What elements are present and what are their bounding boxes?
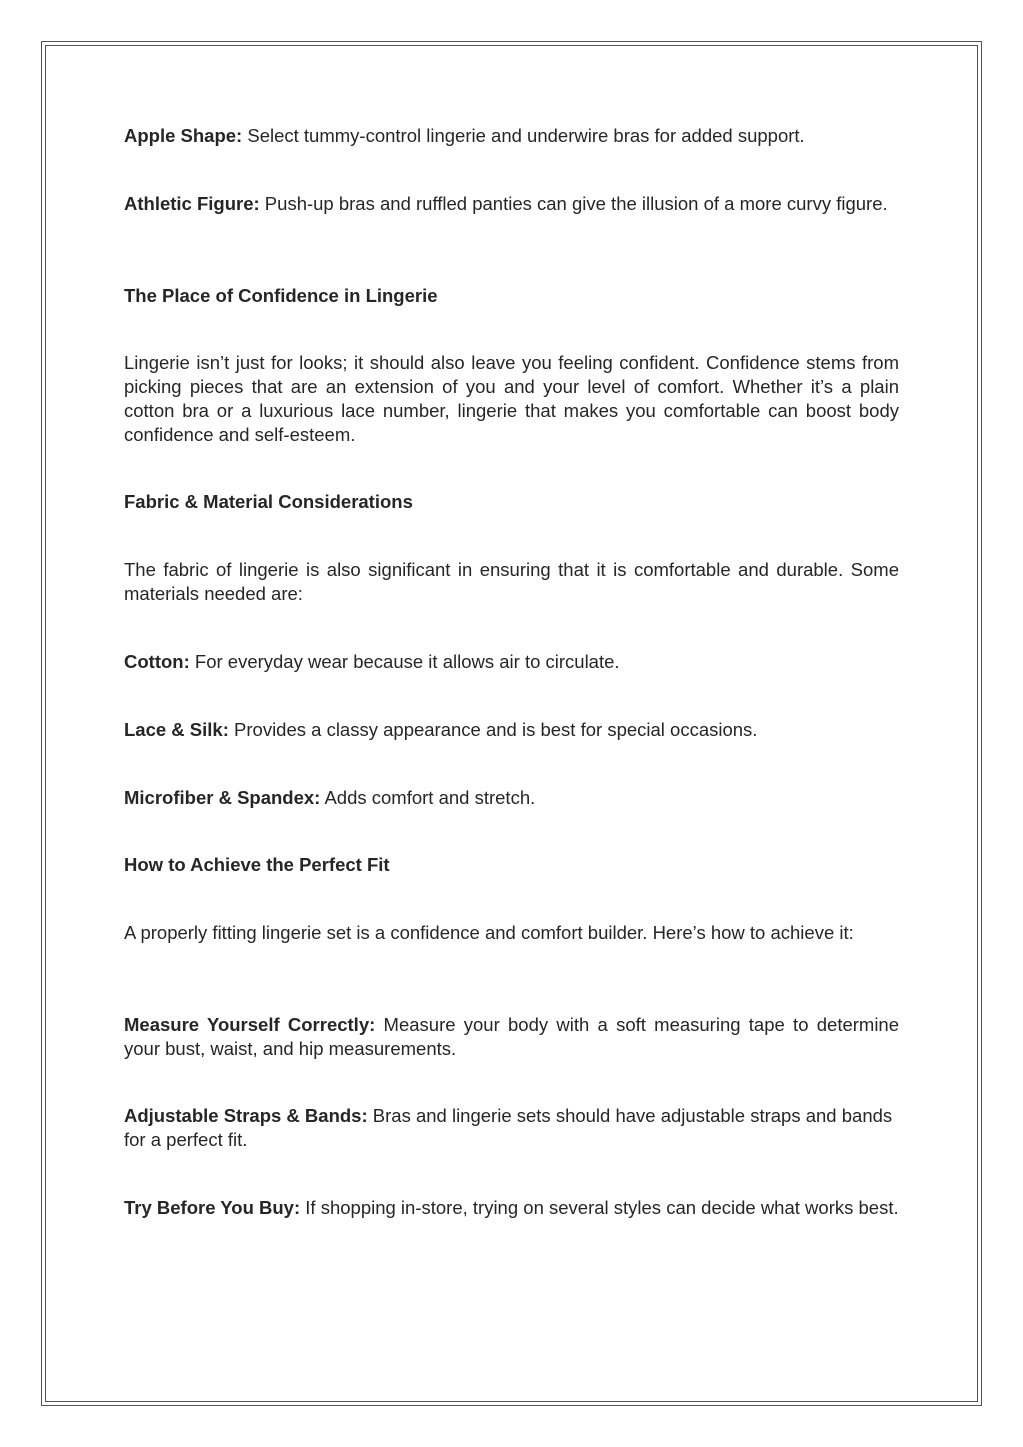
straps-lead: Adjustable Straps & Bands: — [124, 1105, 368, 1126]
athletic-figure-text: Push-up bras and ruffled panties can give the illusion of a more curvy figure. — [259, 193, 888, 214]
confidence-heading: The Place of Confidence in Lingerie — [124, 285, 438, 306]
measure-tip — [124, 1013, 899, 1061]
try-before-buy-text: If shopping in-store, trying on several styles can decide what works best. — [300, 1197, 899, 1218]
cotton-tip — [124, 650, 899, 674]
lace-silk-tip — [124, 718, 899, 742]
fit-paragraph: A properly fitting lingerie set is a confidence and comfort builder. Here’s how to achieve it: — [124, 922, 854, 943]
cotton-lead: Cotton: — [124, 651, 190, 672]
cotton-text: For everyday wear because it allows air to circulate. — [189, 651, 620, 672]
microfiber-lead: Microfiber & Spandex: — [124, 787, 321, 808]
lace-silk-lead: Lace & Silk: — [124, 719, 229, 740]
microfiber-tip — [124, 786, 899, 810]
fabric-heading: Fabric & Material Considerations — [124, 491, 413, 512]
athletic-figure-lead: Athletic Figure: — [124, 193, 260, 214]
measure-text: Measure your body with a soft measuring tape to determine your bust, waist, and hip measurements. — [124, 1014, 900, 1059]
microfiber-text: Adds comfort and stretch. — [320, 787, 536, 808]
try-before-buy-tip — [124, 1196, 899, 1220]
measure-lead: Measure Yourself Correctly: — [124, 1014, 376, 1035]
apple-shape-text: Select tummy-control lingerie and underwire bras for added support. — [242, 125, 805, 146]
try-before-buy-lead: Try Before You Buy: — [124, 1197, 301, 1218]
straps-tip — [124, 1104, 899, 1152]
confidence-paragraph: Lingerie isn’t just for looks; it should also leave you feeling confident. Confidence stems from picking pieces that are an extension of you and your level of comfort. Whether it’s a plain cotton bra or a luxurious lace number, lingerie that makes you comfortable can boost body confidence and self-esteem. — [124, 352, 899, 445]
apple-shape-lead: Apple Shape: — [124, 125, 243, 146]
fit-heading: How to Achieve the Perfect Fit — [124, 854, 390, 875]
lace-silk-text: Provides a classy appearance and is best for special occasions. — [228, 719, 758, 740]
athletic-figure-tip — [124, 192, 899, 216]
fabric-paragraph: The fabric of lingerie is also significant in ensuring that it is comfortable and durable. Some materials needed are: — [124, 559, 899, 604]
straps-text: Bras and lingerie sets should have adjustable straps and bands for a perfect fit. — [124, 1105, 893, 1150]
apple-shape-tip — [124, 124, 899, 148]
